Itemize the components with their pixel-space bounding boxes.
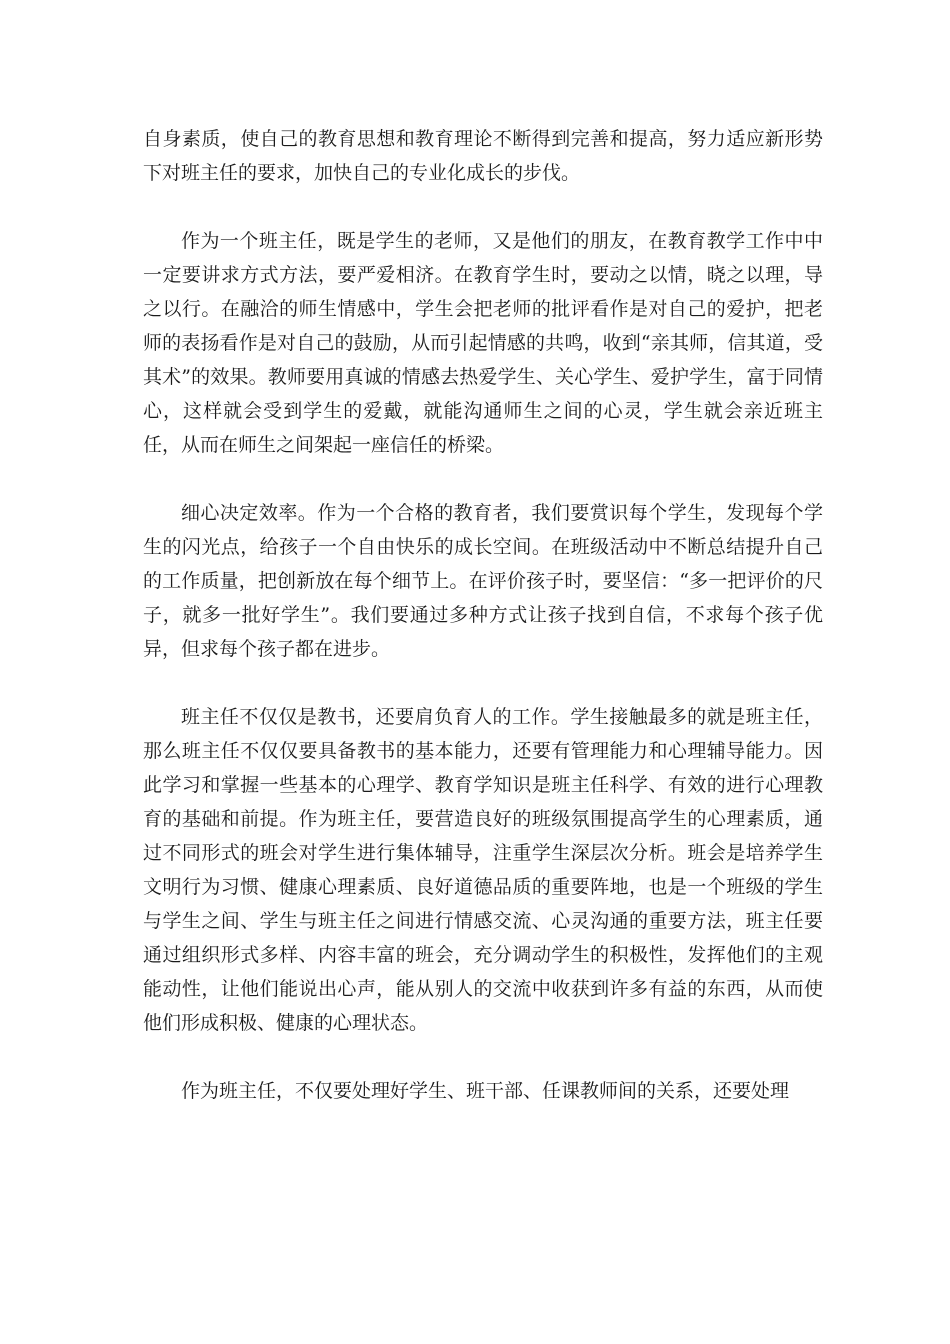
paragraph-continuation: 自身素质，使自己的教育思想和教育理论不断得到完善和提高，努力适应新形势下对班主任的要求，加快自己的专业化成长的步伐。 bbox=[143, 128, 823, 184]
paragraph-psychological-guidance: 班主任不仅仅是教书，还要肩负育人的工作。学生接触最多的就是班主任，那么班主任不仅仅要具备教书的基本能力，还要有管理能力和心理辅导能力。因此学习和掌握一些基本的心理学、教育学知识是班主任科学、有效的进行心理教育的基础和前提。作为班主任，要营造良好的班级氛围提高学生的心理素质，通过不同形式的班会对学生进行集体辅导，注重学生深层次分析。班会是培养学生文明行为习惯、健康心理素质、良好道德品质的重要阵地，也是一个班级的学生与学生之间、学生与班主任之间进行情感交流、心灵沟通的重要方法，班主任要通过组织形式多样、内容丰富的班会，充分调动学生的积极性，发挥他们的主观能动性，让他们能说出心声，能从别人的交流中收获到许多有益的东西，从而使他们形成积极、健康的心理状态。 bbox=[143, 706, 823, 1034]
document-body bbox=[143, 122, 823, 1142]
paragraph-relationships: 作为班主任，不仅要处理好学生、班干部、任课教师间的关系，还要处理 bbox=[181, 1080, 790, 1102]
paragraph-attention-to-detail: 细心决定效率。作为一个合格的教育者，我们要赏识每个学生，发现每个学生的闪光点，给孩子一个自由快乐的成长空间。在班级活动中不断总结提升自己的工作质量，把创新放在每个细节上。在评价孩子时，要坚信：“多一把评价的尺子，就多一批好学生”。我们要通过多种方式让孩子找到自信，不求每个孩子优异，但求每个孩子都在进步。 bbox=[143, 502, 823, 660]
paragraph-teacher-and-friend: 作为一个班主任，既是学生的老师，又是他们的朋友，在教育教学工作中中一定要讲求方式方法，要严爱相济。在教育学生时，要动之以情，晓之以理，导之以行。在融洽的师生情感中，学生会把老师的批评看作是对自己的爱护，把老师的表扬看作是对自己的鼓励，从而引起情感的共鸣，收到“亲其师，信其道，受其术”的效果。教师要用真诚的情感去热爱学生、关心学生、爱护学生，富于同情心，这样就会受到学生的爱戴，就能沟通师生之间的心灵，学生就会亲近班主任，从而在师生之间架起一座信任的桥梁。 bbox=[143, 230, 823, 456]
